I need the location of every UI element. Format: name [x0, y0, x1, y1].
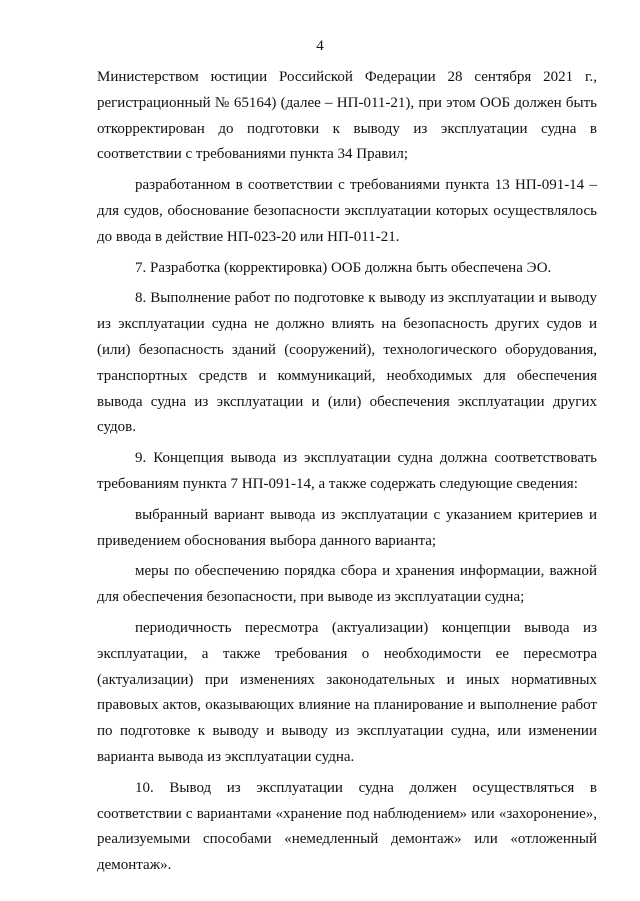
paragraph-item-8: 8. Выполнение работ по подготовке к выводу из эксплуатации и выводу из эксплуатации судна не должно влиять на безопасность других судов и (или) безопасность зданий (сооружений), технологического оборудования, транспортных средств и коммуникаций, необходимых для обеспечения вывода судна из эксплуатации и (или) обеспечения эксплуатации других судов. [97, 290, 597, 436]
paragraph-item-7: 7. Разработка (корректировка) ООБ должна быть обеспечена ЭО. [135, 259, 552, 276]
paragraph-item-9-option: выбранный вариант вывода из эксплуатации с указанием критериев и приведением обоснования выбора данного варианта; [97, 506, 597, 549]
paragraph-np091-item: разработанном в соответствии с требованиями пункта 13 НП-091-14 – для судов, обоснование безопасности эксплуатации которых осуществлялось до ввода в действие НП-023-20 или НП-011-21. [97, 177, 597, 245]
paragraph-continuation: Министерством юстиции Российской Федерации 28 сентября 2021 г., регистрационный № 65164) (далее – НП-011-21), при этом ООБ должен быть откорректирован до подготовки к выводу из эксплуатации судна в соответствии с требованиями пункта 34 Правил; [97, 69, 597, 163]
paragraph-item-9-periodicity: периодичность пересмотра (актуализации) концепции вывода из эксплуатации, а также требования о необходимости ее пересмотра (актуализации) при изменениях законодательных и иных нормативных правовых актов, оказывающих влияние на планирование и выполнение работ по подготовке к выводу и выводу из эксплуатации судна, или изменении варианта вывода из эксплуатации судна. [97, 619, 597, 765]
document-body [97, 65, 597, 879]
paragraph-item-10: 10. Вывод из эксплуатации судна должен осуществляться в соответствии с вариантами «хранение под наблюдением» или «захоронение», реализуемыми способами «немедленный демонтаж» или «отложенный демонтаж». [97, 779, 597, 874]
page-number: 4 [316, 38, 324, 54]
paragraph-item-9-measures: меры по обеспечению порядка сбора и хранения информации, важной для обеспечения безопасности, при выводе из эксплуатации судна; [97, 563, 597, 606]
paragraph-item-9: 9. Концепция вывода из эксплуатации судна должна соответствовать требованиям пункта 7 НП-091-14, а также содержать следующие сведения: [97, 450, 597, 492]
